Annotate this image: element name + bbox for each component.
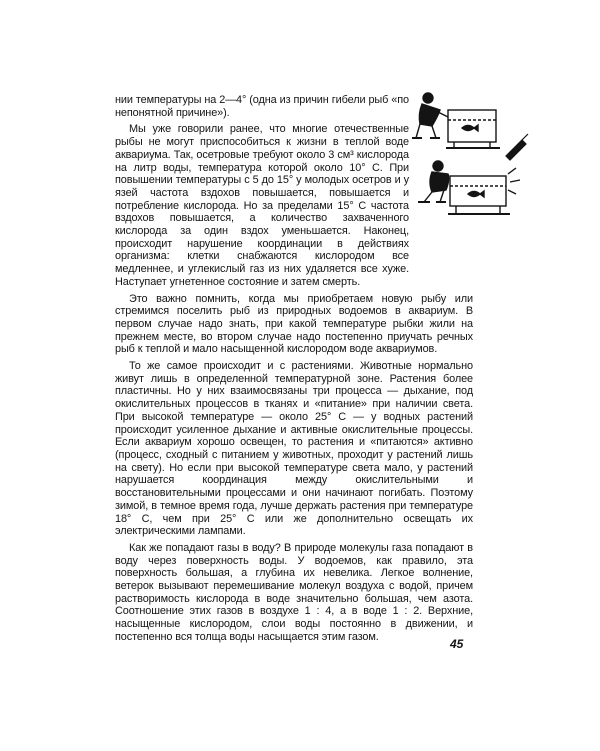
paragraph-gases: Как же попадают газы в воду? В природе молекулы газа попадают в воду через поверхность воды. У водоемов, как правило, эта поверхность большая, а глубина их невелика. Легкое волнение, ветерок вызывают перемешивание молекул воздуха с водой, причем растворимость кислорода в воде значительно большая, чем азота. Соотношение этих газов в воздухе 1 : 4, а в воде 1 : 2. Верхние, насыщенные кислородом, слои воды постоянно в движении, и постепенно вся толща воды насыщается этим газом. bbox=[115, 541, 473, 643]
paragraph-plants: То же самое происходит и с растениями. Животные нормально живут лишь в определенной температурной зоне. Растения более пластичны. Но у них взаимосвязаны три процесса — дыхание, под окислительных процессов в тканях и «питание» при наличии света. При высокой температуре — около 25° С — у водных растений происходит усиленное дыхание и активные окислительные процессы. Если аквариум хорошо освещен, то растения и «питаются» активно (процесс, сходный с питанием у животных, проходит у растений лишь на свету). Но если при высокой температуре света мало, у растений нарушается координация между окислительными и восстановительными процессами и они начинают погибать. Поэтому зимой, в темное время года, лучше держать растения при температуре 18° С, чем при 25° С или же дополнительно освещать их электрическими лампами. bbox=[115, 360, 473, 538]
paragraph-new-fish: Это важно помнить, когда мы приобретаем новую рыбу или стремимся поселить рыб из природных водоемов в аквариум. В первом случае надо знать, при какой температуре рыбки жили на прежнем месте, во втором случае надо постепенно приучать речных рыб к теплой и мало насыщенной кислородом воде аквариумов. bbox=[115, 292, 473, 356]
page-number: 45 bbox=[450, 637, 464, 651]
paragraph-fish-oxygen: Мы уже говорили ранее, что многие отечественные рыбы не могут приспособиться к жизни в теплой воде аквариума. Так, осетровые требуют около 3 см³ кислорода на литр воды, температура которой около 10° С. При повышении температуры с 5 до 15° у молодых осетров и у язей частота вздохов повышается, повышается и потребление кислорода. Но за пределами 15° С частота вздохов повышается, а количество захваченного кислорода за один вздох уменьшается. Наконец, происходит нарушение координации в действиях организма: клетки снабжаются кислородом все медленнее, и углекислый газ из них удаляется все хуже. Наступает угнетенное состояние и затем смерть. bbox=[115, 123, 409, 288]
bottle-figure bbox=[506, 134, 528, 160]
text-column bbox=[115, 94, 473, 648]
paragraph-temperature-intro: нии температуры на 2—4° (одна из причин гибели рыб «по непонятной причине»). bbox=[115, 94, 409, 119]
